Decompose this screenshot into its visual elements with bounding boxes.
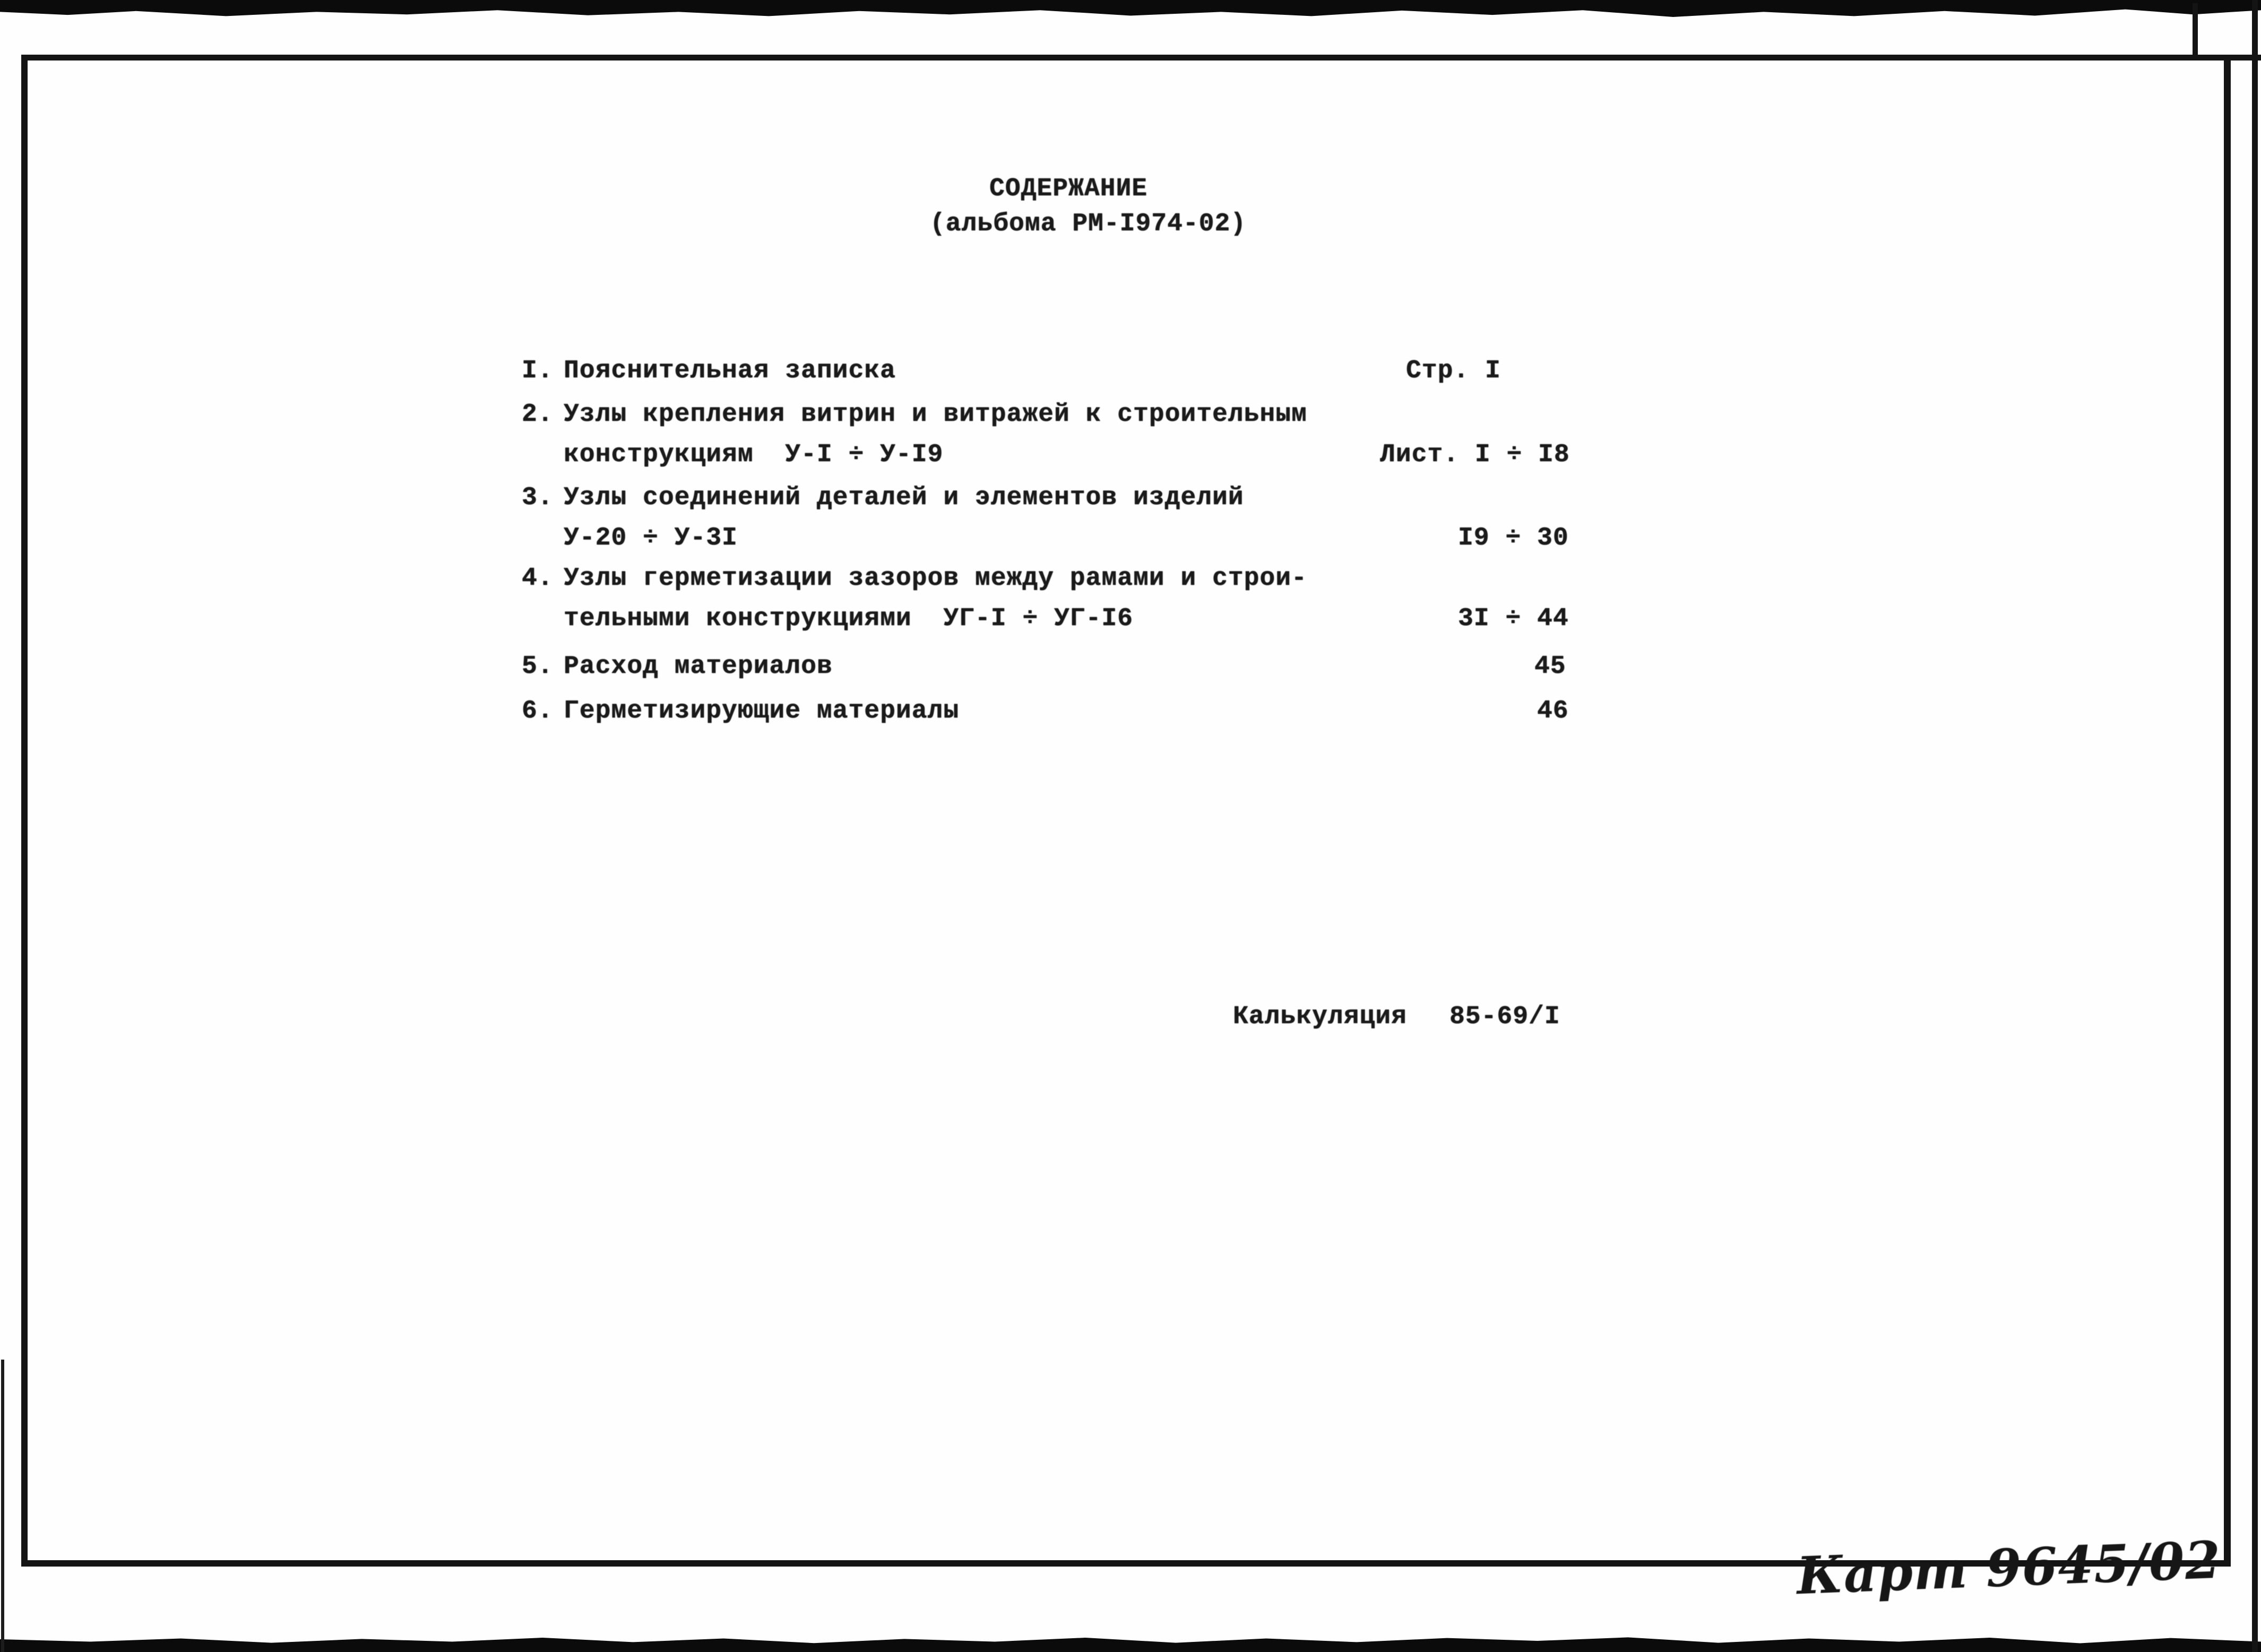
toc-item-3-text-line1: Узлы соединений деталей и элементов изделий	[564, 483, 1244, 512]
scan-edge-bottom-band	[0, 1636, 2261, 1652]
scan-edge-right-line	[2252, 0, 2258, 1652]
toc-item-2-text-line1: Узлы крепления витрин и витражей к строительным	[564, 400, 1307, 429]
toc-item-1-page-ref: Стр. I	[1406, 357, 1501, 385]
album-subtitle: (альбома РМ-I974-02)	[930, 210, 1247, 238]
toc-item-1-number: I.	[522, 357, 554, 385]
frame-border-top	[21, 55, 2261, 60]
handwritten-archive-number: Карт 9645/02	[1796, 1529, 2222, 1606]
toc-item-3-text-line2: У-20 ÷ У-3I	[564, 524, 738, 552]
toc-item-3-number: 3.	[522, 483, 554, 512]
toc-item-4-text-line1: Узлы герметизации зазоров между рамами и строи-	[564, 564, 1307, 593]
toc-item-4-text-line2: тельными конструкциями УГ-I ÷ УГ-I6	[564, 604, 1133, 633]
toc-item-6-text: Герметизирующие материалы	[564, 697, 960, 725]
toc-item-6-number: 6.	[522, 697, 554, 725]
toc-item-2-page-ref: Лист. I ÷ I8	[1380, 440, 1570, 469]
frame-border-left	[21, 55, 28, 1567]
toc-item-6-page-ref: 46	[1537, 697, 1569, 725]
toc-item-2-number: 2.	[522, 400, 554, 429]
toc-item-4-number: 4.	[522, 564, 554, 593]
toc-item-3-page-ref: I9 ÷ 30	[1458, 524, 1569, 552]
frame-border-right	[2224, 55, 2231, 1567]
toc-item-5-page-ref: 45	[1534, 652, 1566, 681]
toc-item-5-number: 5.	[522, 652, 554, 681]
adjacent-sheet-corner-line	[2193, 3, 2198, 58]
toc-item-2-text-line2: конструкциям У-I ÷ У-I9	[564, 440, 944, 469]
toc-item-1-text: Пояснительная записка	[564, 357, 896, 385]
toc-item-5-text: Расход материалов	[564, 652, 833, 681]
scan-edge-top-band	[0, 0, 2261, 17]
toc-item-4-page-ref: 3I ÷ 44	[1458, 604, 1569, 633]
calculation-number: 85-69/I	[1449, 1002, 1560, 1031]
document-title: СОДЕРЖАНИЕ	[989, 175, 1148, 203]
scan-edge-left-line	[1, 1360, 4, 1652]
calculation-label: Калькуляция	[1233, 1002, 1407, 1031]
